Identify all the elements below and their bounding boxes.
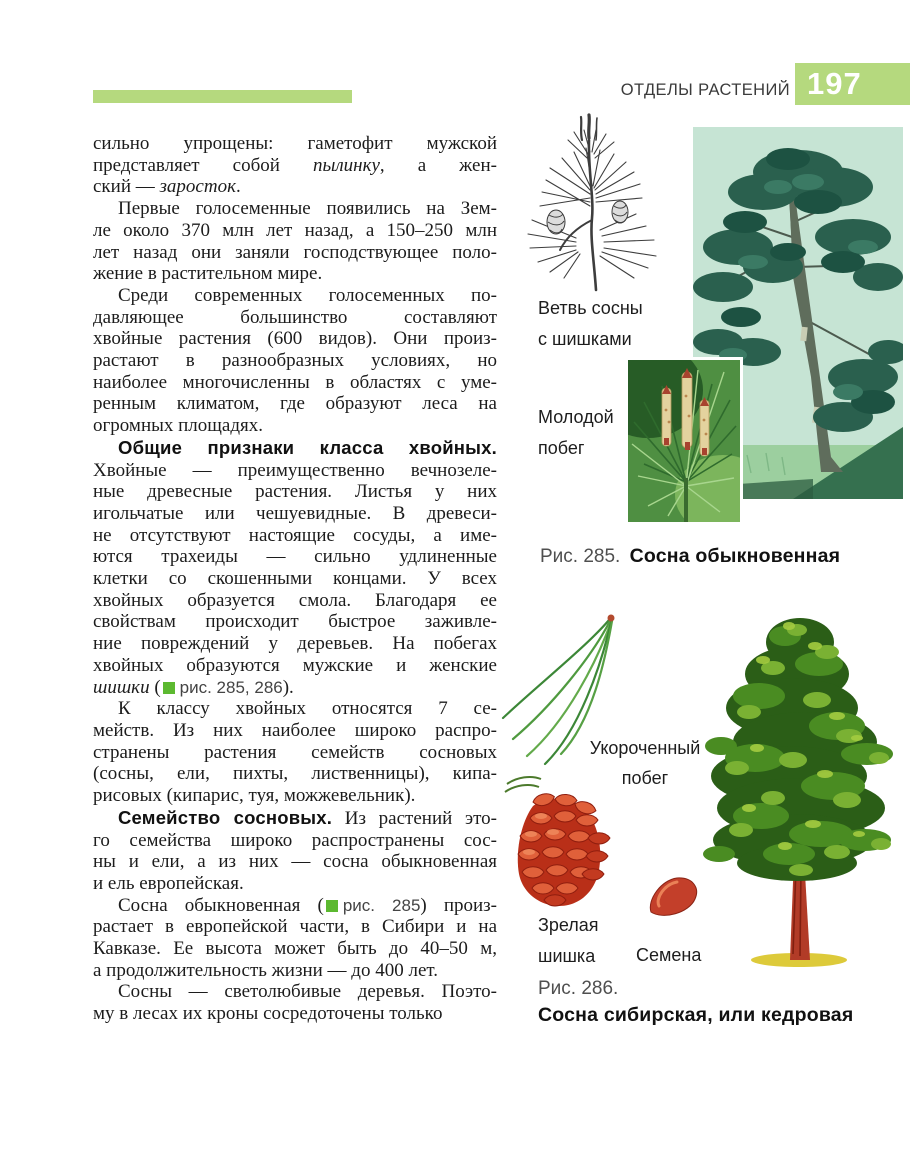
body-text: му в лесах их кроны сосредоточены только: [93, 1003, 443, 1025]
body-text: свойствам происходит быстрое заживле-: [93, 611, 497, 633]
siberian-pine-drawing: [697, 608, 909, 976]
body-text: (сосны, ели, пихты, лиственницы), кипа-: [93, 763, 497, 785]
text-line: [93, 525, 497, 547]
seeds-label: Семена: [636, 945, 702, 965]
body-text: Кавказе. Ее высота может быть до 40–50 м,: [93, 938, 497, 960]
text-line: [93, 981, 497, 1003]
text-line: [93, 393, 497, 415]
body-text: Среди современных голосеменных по-: [118, 284, 497, 306]
body-text: заросток: [159, 176, 236, 198]
figure-ref-square-icon: [326, 900, 338, 912]
body-text: огромных площадях.: [93, 415, 264, 437]
text-line: [93, 873, 497, 895]
text-line: [93, 437, 497, 460]
text-line: [93, 807, 497, 830]
mature-cone-drawing: [503, 772, 615, 914]
body-text: игольчатые или чешуевидные. В древеси-: [93, 502, 497, 524]
text-line: [93, 763, 497, 785]
text-line: [93, 503, 497, 525]
caption-title: Сосна сибирская, или кедровая: [538, 1004, 854, 1026]
body-text: Хвойные — преимущественно вечнозеле-: [93, 459, 497, 481]
figure-286-caption: [538, 976, 910, 1029]
text-line: [93, 655, 497, 677]
figure-ref-square-icon: [163, 682, 175, 694]
text-line: [93, 198, 497, 220]
young-shoot-photo: [625, 357, 743, 525]
body-text: Первые голосеменные появились на Зем-: [118, 198, 497, 220]
body-text: не отсутствуют настоящие сосуды, а име-: [93, 524, 497, 546]
caption-prefix: Рис. 286.: [538, 978, 619, 999]
inline-heading: Общие признаки класса хвойных.: [118, 436, 497, 458]
needles-label: Укороченный побег: [589, 738, 701, 788]
text-line: [93, 372, 497, 394]
body-text: .: [235, 176, 241, 198]
body-text: пылинку: [312, 154, 380, 176]
body-text: рисовых (кипарис, туя, можжевельник).: [93, 785, 416, 807]
body-text: ны и ели, а из них — сосна обыкновенная: [93, 851, 497, 873]
body-text: а продолжительность жизни — до 400 лет.: [93, 959, 439, 981]
text-line: [93, 133, 497, 155]
text-line: [93, 1003, 497, 1025]
text-line: [93, 895, 497, 917]
text-column: [93, 133, 497, 1025]
body-text: лет назад они заняли господствующее поло-: [93, 241, 497, 263]
text-line: [93, 546, 497, 568]
body-text: К классу хвойных относятся 7 се-: [118, 698, 497, 720]
body-text: растают в разнообразных условиях, но: [93, 350, 497, 372]
body-text: Сосна обыкновенная (: [118, 894, 324, 916]
pine-branch-drawing: [516, 110, 668, 292]
page-number-box: [795, 63, 910, 105]
text-line: [93, 285, 497, 307]
figure-285-caption: [540, 543, 910, 570]
body-text: Из растений это-: [332, 807, 497, 829]
body-text: хвойных образуется смола. Благодаря ее: [93, 589, 497, 611]
body-text: ).: [282, 676, 294, 698]
text-line: [93, 960, 497, 982]
text-line: [93, 611, 497, 633]
text-line: [93, 677, 497, 699]
text-line: [93, 176, 497, 198]
body-text: хвойные растения (600 видов). Они произ-: [93, 328, 497, 350]
branch-label: Ветвь сосны с шишками: [538, 298, 643, 349]
header-accent-bar: [93, 90, 352, 103]
text-line: [93, 742, 497, 764]
figure-ref-text: рис. 285, 286: [179, 677, 283, 697]
text-line: [93, 155, 497, 177]
text-line: [93, 242, 497, 264]
body-text: клетки со скошенными концами. У всех: [93, 568, 497, 590]
seed-drawing: [643, 872, 703, 920]
figure-ref-text: рис. 285: [342, 895, 421, 915]
body-text: ются трахеиды — сильно удлиненные: [93, 546, 497, 568]
text-line: [93, 568, 497, 590]
text-line: [93, 785, 497, 807]
body-text: наиболее многочисленны в областях с уме-: [93, 371, 497, 393]
caption-prefix: Рис. 285.: [540, 546, 621, 567]
body-text: давляющее большинство составляют: [93, 306, 497, 328]
text-line: [93, 698, 497, 720]
text-line: [93, 720, 497, 742]
body-text: ) произ-: [420, 894, 498, 916]
body-text: и ель европейская.: [93, 872, 244, 894]
text-line: [93, 481, 497, 503]
body-text: ные древесные растения. Листья у них: [93, 481, 497, 503]
page-number: 197: [807, 66, 862, 101]
text-line: [93, 830, 497, 852]
text-line: [93, 590, 497, 612]
body-text: го семейства широко распространены сос-: [93, 829, 497, 851]
inline-heading: Семейство сосновых.: [118, 806, 333, 828]
text-line: [93, 415, 497, 437]
body-text: представляет собой: [93, 154, 313, 176]
body-text: , а жен-: [379, 154, 497, 176]
text-line: [93, 633, 497, 655]
body-text: сильно упрощены: гаметофит мужской: [93, 133, 497, 154]
shoot-label: Молодой побег: [538, 407, 614, 458]
body-text: (: [149, 676, 161, 698]
body-text: ние повреждений у деревьев. На побегах: [93, 633, 497, 655]
body-text: хвойных образуются мужские и женские: [93, 654, 497, 676]
caption-title: Сосна обыкновенная: [629, 545, 841, 567]
cone-label: Зрелая шишка: [538, 915, 599, 966]
text-line: [93, 328, 497, 350]
text-line: [93, 220, 497, 242]
body-text: Сосны — светолюбивые деревья. Поэто-: [118, 981, 497, 1003]
body-text: мейств. Из них наиболее широко распро-: [93, 719, 497, 741]
body-text: странены растения семейств сосновых: [93, 741, 497, 763]
body-text: растает в европейской части, в Сибири и на: [93, 916, 497, 938]
text-line: [93, 307, 497, 329]
section-title: ОТДЕЛЫ РАСТЕНИЙ: [620, 81, 790, 99]
text-line: [93, 938, 497, 960]
body-text: ренным климатом, где образуют леса на: [93, 393, 497, 415]
text-line: [93, 916, 497, 938]
text-line: [93, 350, 497, 372]
text-line: [93, 460, 497, 482]
body-text: ле около 370 млн лет назад, а 150–250 млн: [93, 219, 497, 241]
text-line: [93, 263, 497, 285]
body-text: ский —: [93, 176, 160, 198]
text-line: [93, 851, 497, 873]
body-text: шишки: [93, 676, 150, 698]
body-text: жение в растительном мире.: [93, 263, 323, 285]
